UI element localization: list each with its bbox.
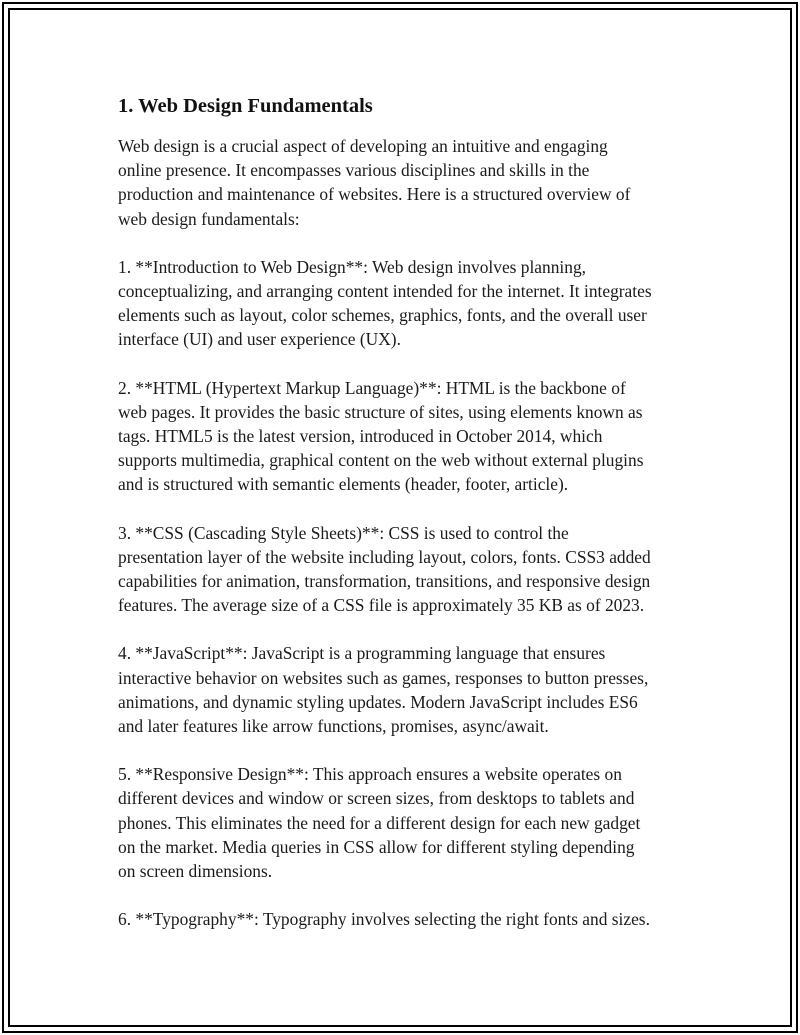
paragraph-typography: 6. **Typography**: Typography involves selecting the right fonts and sizes. xyxy=(118,909,650,930)
paragraph-javascript: 4. **JavaScript**: JavaScript is a programming language that ensures interactive behavior on websites such as games, responses to button presses, animations, and dynamic styling updates. Modern JavaScript includes ES6 and later features like arrow functions, promises, async/await. xyxy=(118,643,649,737)
intro-paragraph: Web design is a crucial aspect of developing an intuitive and engaging online presence. It encompasses various disciplines and skills in the production and maintenance of websites. Here is a structured overview of web design fundamentals: xyxy=(118,136,631,229)
document-body xyxy=(118,93,693,955)
paragraph-responsive-design: 5. **Responsive Design**: This approach ensures a website operates on different devices and window or screen sizes, from desktops to tablets and phones. This eliminates the need for a different design for each new gadget on the market. Media queries in CSS allow for different styling depending on screen dimensions. xyxy=(118,764,641,882)
paragraph-html: 2. **HTML (Hypertext Markup Language)**: HTML is the backbone of web pages. It provides the basic structure of sites, using elements known as tags. HTML5 is the latest version, introduced in October 2014, which supports multimedia, graphical content on the web without external plugins and is structured with semantic elements (header, footer, article). xyxy=(118,377,644,495)
section-heading: 1. Web Design Fundamentals xyxy=(118,95,373,117)
paragraph-introduction-to-web-design: 1. **Introduction to Web Design**: Web design involves planning, conceptualizing, and arranging content intended for the internet. It integrates elements such as layout, color schemes, graphics, fonts, and the overall user interface (UI) and user experience (UX). xyxy=(118,256,652,350)
paragraph-css: 3. **CSS (Cascading Style Sheets)**: CSS is used to control the presentation layer of the website including layout, colors, fonts. CSS3 added capabilities for animation, transformation, transitions, and responsive design features. The average size of a CSS file is approximately 35 KB as of 2023. xyxy=(118,522,651,616)
